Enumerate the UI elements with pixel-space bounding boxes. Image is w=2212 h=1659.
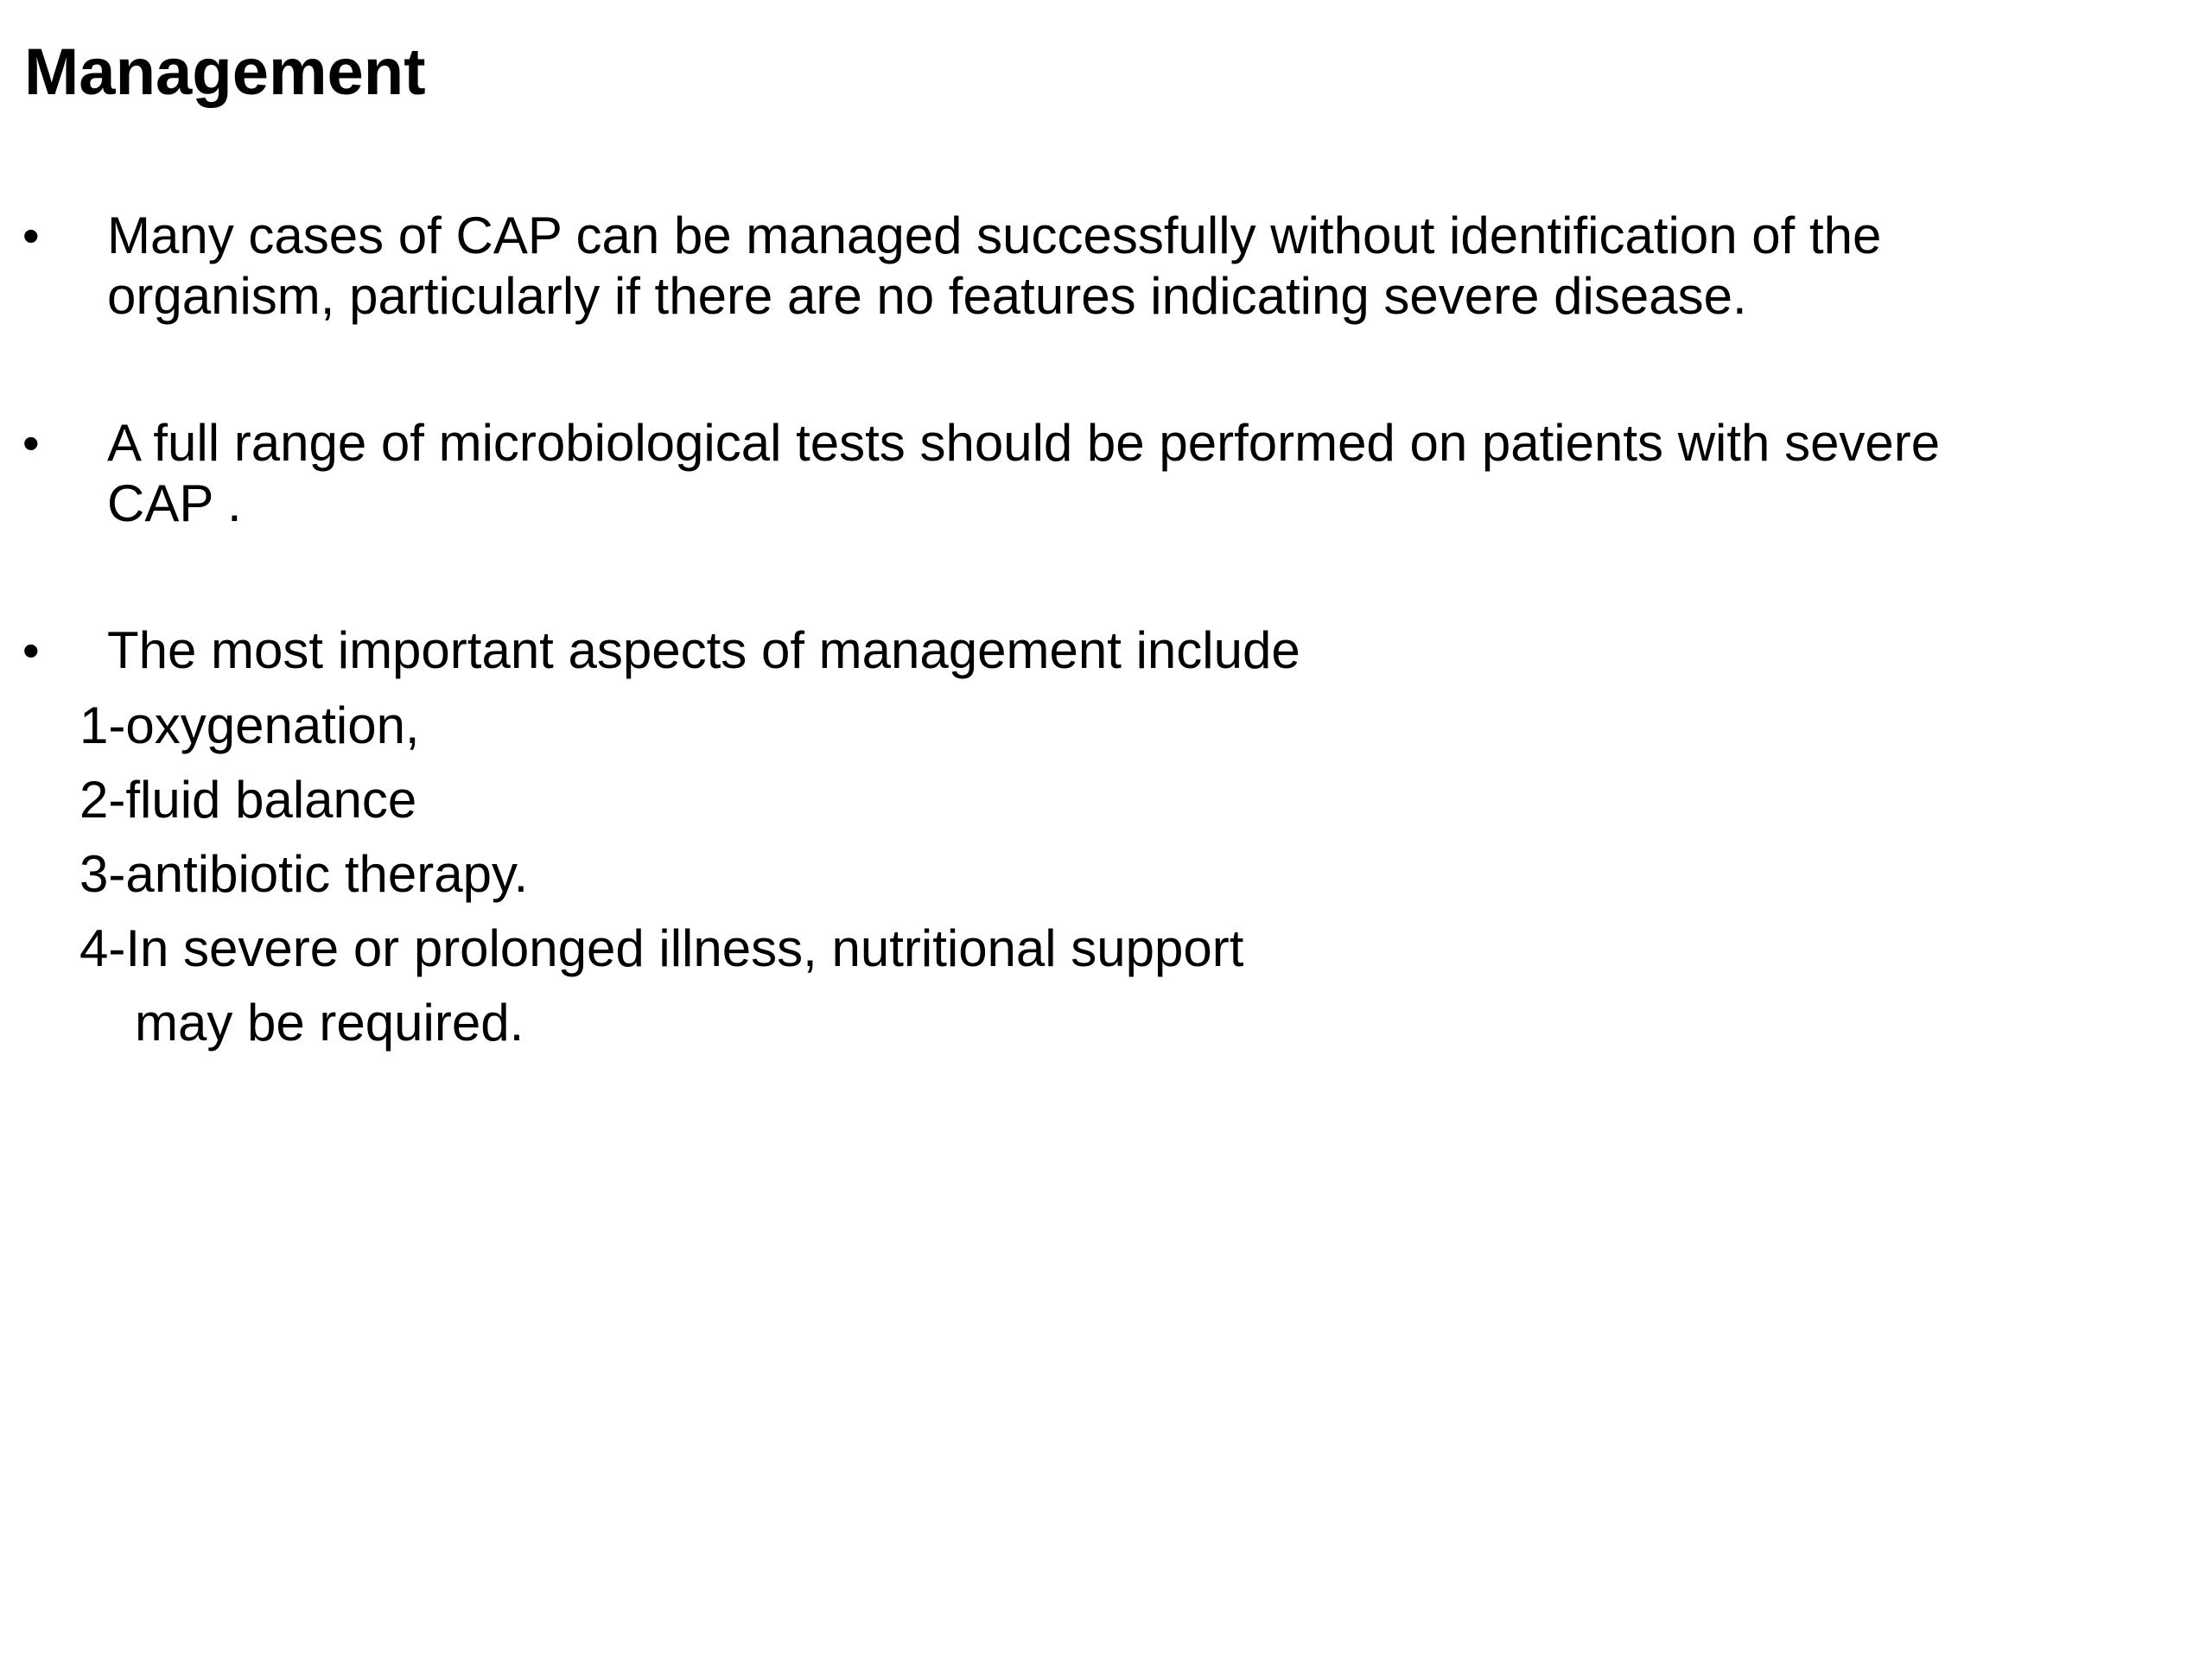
slide-title: Management <box>24 35 426 109</box>
bullet-text: Many cases of CAP can be managed successfully without identification of the organism, particularly if there are no features indicating severe disease. <box>107 207 1882 325</box>
management-item-antibiotic-therapy: 3-antibiotic therapy. <box>79 845 529 903</box>
management-item-continuation: may be required. <box>135 994 524 1052</box>
management-item-oxygenation: 1-oxygenation, <box>79 696 420 754</box>
bullet-dot-icon: • <box>22 208 40 263</box>
bullet-text: The most important aspects of management include <box>107 621 1300 679</box>
management-item-nutritional-support: 4-In severe or prolonged illness, nutritional support <box>79 919 1244 977</box>
bullet-dot-icon: • <box>22 623 40 677</box>
bullet-text: A full range of microbiological tests should be performed on patients with severe CAP . <box>107 414 1941 532</box>
bullet-dot-icon: • <box>22 416 40 470</box>
management-item-fluid-balance: 2-fluid balance <box>79 771 417 829</box>
